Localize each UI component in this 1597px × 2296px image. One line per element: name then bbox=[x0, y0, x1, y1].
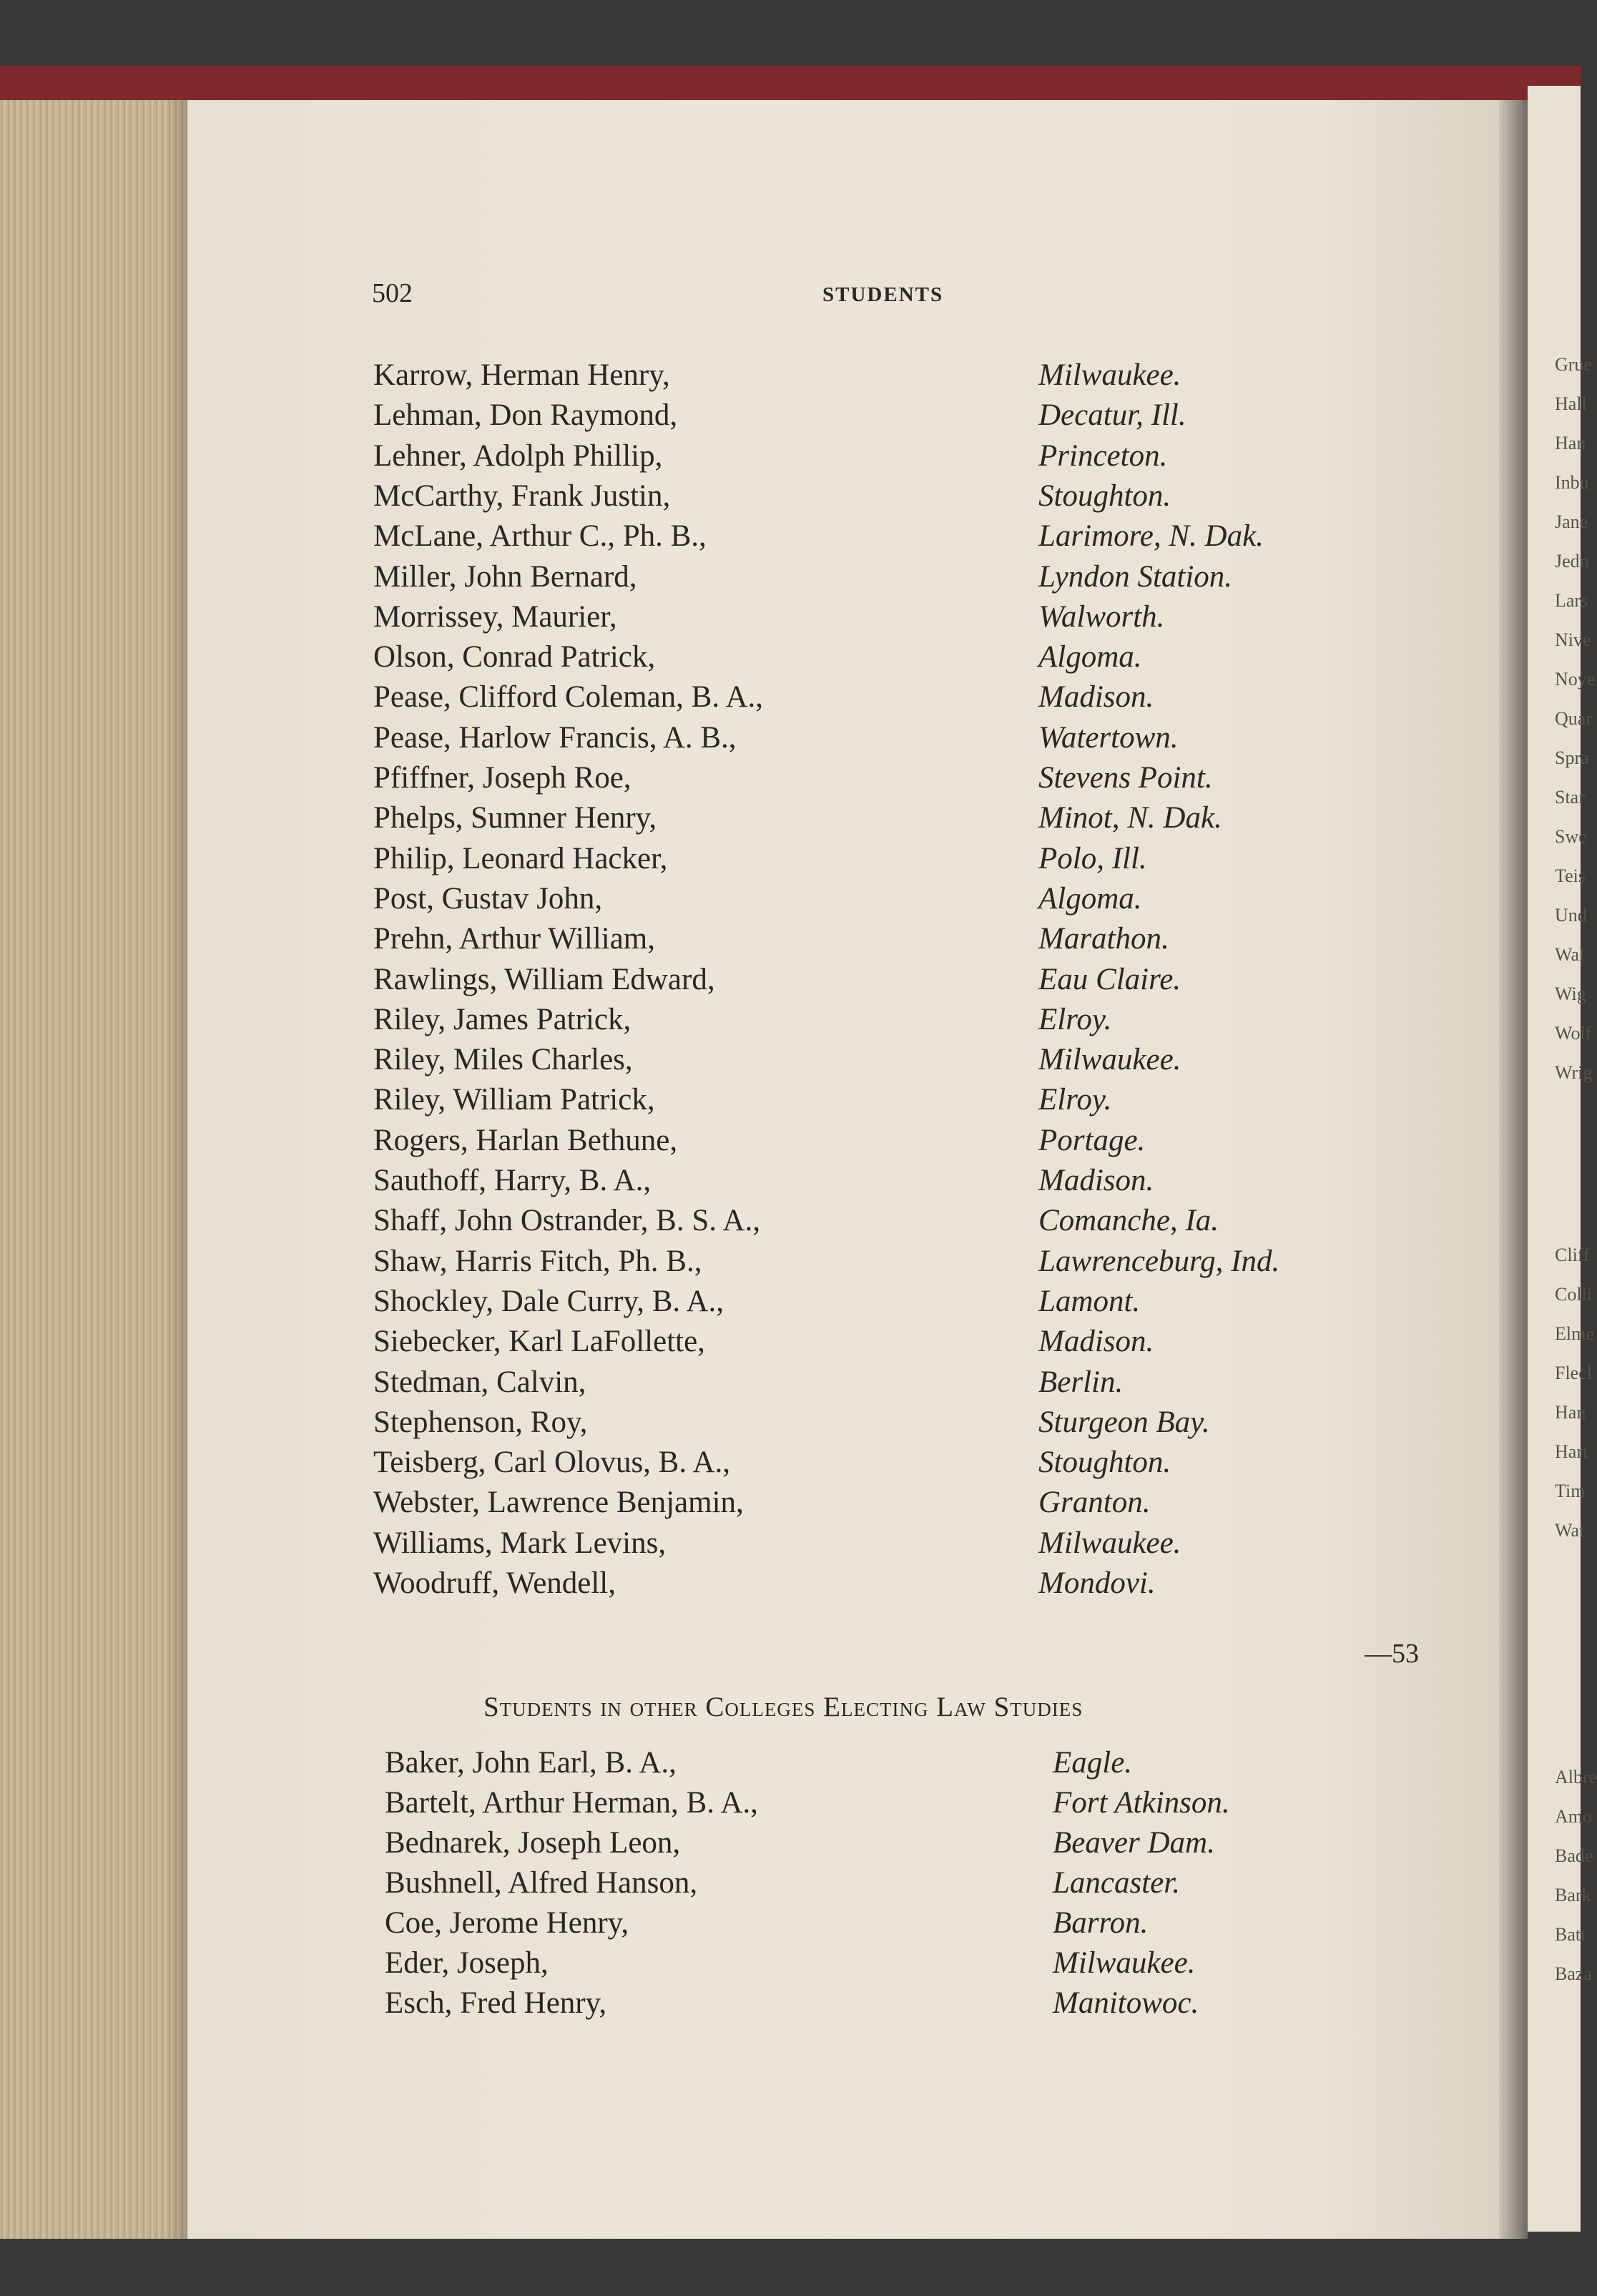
facing-page-fragment: Wat bbox=[1555, 1520, 1585, 1541]
facing-page-fragment: Inbu bbox=[1555, 472, 1589, 493]
student-hometown: Elroy. bbox=[1038, 1002, 1112, 1036]
facing-page-fragment: Hart bbox=[1555, 1441, 1588, 1462]
facing-page-fragment: Tim bbox=[1555, 1481, 1586, 1501]
student-name: McLane, Arthur C., Ph. B., bbox=[373, 519, 707, 554]
student-hometown: Decatur, Ill. bbox=[1038, 398, 1186, 433]
student-hometown: Marathon. bbox=[1038, 922, 1169, 956]
student-name: Shaff, John Ostrander, B. S. A., bbox=[373, 1204, 760, 1238]
student-name: Williams, Mark Levins, bbox=[373, 1526, 667, 1560]
student-name: Siebecker, Karl LaFollette, bbox=[373, 1325, 705, 1359]
student-hometown: Algoma. bbox=[1038, 881, 1142, 916]
facing-page-fragment: Wolf bbox=[1555, 1023, 1592, 1044]
student-name: Shockley, Dale Curry, B. A., bbox=[373, 1284, 724, 1318]
student-name: McCarthy, Frank Justin, bbox=[373, 479, 671, 513]
student-hometown: Minot, N. Dak. bbox=[1038, 801, 1222, 835]
student-hometown: Princeton. bbox=[1038, 438, 1168, 473]
student-name: Coe, Jerome Henry, bbox=[385, 1906, 629, 1940]
student-name: Esch, Fred Henry, bbox=[385, 1986, 607, 2020]
student-hometown: Fort Atkinson. bbox=[1053, 1786, 1230, 1820]
student-hometown: Polo, Ill. bbox=[1038, 841, 1147, 875]
section-title: Students in other Colleges Electing Law Studies bbox=[483, 1692, 1083, 1722]
student-name: Bushnell, Alfred Hanson, bbox=[385, 1866, 698, 1900]
student-name: Teisberg, Carl Olovus, B. A., bbox=[373, 1446, 731, 1480]
facing-page-fragment: Bark bbox=[1555, 1885, 1591, 1905]
facing-page-fragment: Batt bbox=[1555, 1924, 1586, 1945]
student-hometown: Lawrenceburg, Ind. bbox=[1038, 1244, 1280, 1278]
facing-page-fragment: Noye bbox=[1555, 669, 1596, 690]
student-hometown: Watertown. bbox=[1038, 720, 1179, 755]
student-hometown: Madison. bbox=[1038, 680, 1154, 715]
student-name: Philip, Leonard Hacker, bbox=[373, 841, 668, 875]
student-name: Miller, John Bernard, bbox=[373, 559, 637, 594]
page-number: 502 bbox=[372, 278, 413, 308]
facing-page-fragment: Wig bbox=[1555, 983, 1586, 1004]
student-name: Eder, Joseph, bbox=[385, 1946, 549, 1980]
list-total: —53 bbox=[1365, 1639, 1419, 1669]
student-hometown: Berlin. bbox=[1038, 1365, 1124, 1399]
student-hometown: Milwaukee. bbox=[1038, 1043, 1181, 1077]
student-hometown: Stoughton. bbox=[1038, 479, 1171, 513]
facing-page-fragment: Spra bbox=[1555, 747, 1589, 768]
facing-page-fragment: Quar bbox=[1555, 708, 1592, 729]
student-name: Prehn, Arthur William, bbox=[373, 922, 655, 956]
student-name: Sauthoff, Harry, B. A., bbox=[373, 1164, 652, 1197]
student-hometown: Sturgeon Bay. bbox=[1038, 1405, 1210, 1439]
facing-page-fragment: Hall bbox=[1555, 393, 1587, 414]
student-name: Woodruff, Wendell, bbox=[373, 1566, 616, 1600]
student-name: Riley, James Patrick, bbox=[373, 1002, 632, 1036]
student-name: Webster, Lawrence Benjamin, bbox=[373, 1486, 744, 1520]
facing-page-fragment: Wal bbox=[1555, 944, 1585, 965]
student-name: Riley, Miles Charles, bbox=[373, 1043, 633, 1077]
facing-page-fragment: Han bbox=[1555, 433, 1586, 453]
student-hometown: Manitowoc. bbox=[1053, 1986, 1199, 2020]
student-hometown: Stoughton. bbox=[1038, 1446, 1171, 1480]
student-name: Lehner, Adolph Phillip, bbox=[373, 438, 663, 473]
student-hometown: Algoma. bbox=[1038, 640, 1142, 674]
student-hometown: Lancaster. bbox=[1053, 1866, 1180, 1900]
student-name: Lehman, Don Raymond, bbox=[373, 398, 678, 433]
facing-page-fragment: Swe bbox=[1555, 826, 1587, 847]
facing-page-fragment: Amo bbox=[1555, 1806, 1592, 1827]
student-hometown: Comanche, Ia. bbox=[1038, 1204, 1219, 1238]
student-name: Pease, Harlow Francis, A. B., bbox=[373, 720, 737, 755]
student-hometown: Walworth. bbox=[1038, 599, 1165, 634]
facing-page-fragment: Nive bbox=[1555, 629, 1591, 650]
student-hometown: Granton. bbox=[1038, 1486, 1151, 1520]
student-name: Stedman, Calvin, bbox=[373, 1365, 586, 1399]
facing-page-fragment: Grue bbox=[1555, 354, 1592, 375]
facing-page-fragment: Jedn bbox=[1555, 551, 1589, 571]
facing-page-fragment: Cliff bbox=[1555, 1245, 1590, 1265]
student-name: Rogers, Harlan Bethune, bbox=[373, 1123, 678, 1157]
student-name: Rawlings, William Edward, bbox=[373, 962, 715, 996]
student-name: Shaw, Harris Fitch, Ph. B., bbox=[373, 1244, 702, 1278]
student-hometown: Milwaukee. bbox=[1038, 1526, 1181, 1560]
student-hometown: Milwaukee. bbox=[1053, 1946, 1196, 1980]
student-hometown: Larimore, N. Dak. bbox=[1038, 519, 1264, 554]
student-name: Karrow, Herman Henry, bbox=[373, 358, 670, 392]
facing-page-fragment: Star bbox=[1555, 787, 1585, 808]
facing-page-fragment: Han bbox=[1555, 1402, 1586, 1423]
student-hometown: Madison. bbox=[1038, 1164, 1154, 1197]
student-hometown: Beaver Dam. bbox=[1053, 1826, 1215, 1860]
book-cover-edge-top bbox=[0, 66, 1581, 103]
student-name: Bartelt, Arthur Herman, B. A., bbox=[385, 1786, 758, 1820]
student-name: Pfiffner, Joseph Roe, bbox=[373, 761, 632, 795]
facing-page-fragment: Und bbox=[1555, 905, 1587, 926]
student-hometown: Milwaukee. bbox=[1038, 358, 1181, 392]
facing-page-fragment: Flecl bbox=[1555, 1363, 1592, 1383]
facing-page-fragment: Teis bbox=[1555, 865, 1586, 886]
facing-page-fragment: Baza bbox=[1555, 1963, 1592, 1984]
student-hometown: Mondovi. bbox=[1038, 1566, 1156, 1600]
student-name: Riley, William Patrick, bbox=[373, 1083, 655, 1117]
student-hometown: Eau Claire. bbox=[1038, 962, 1181, 996]
facing-page-fragment: Lars bbox=[1555, 590, 1588, 611]
facing-page-fragment: Wrig bbox=[1555, 1062, 1593, 1083]
student-hometown: Stevens Point. bbox=[1038, 761, 1213, 795]
facing-page-margin bbox=[1528, 86, 1597, 2232]
student-hometown: Lyndon Station. bbox=[1038, 559, 1233, 594]
facing-page-fragment: Jane bbox=[1555, 511, 1588, 532]
running-head: STUDENTS bbox=[822, 283, 944, 306]
facing-page-fragment: Elme bbox=[1555, 1323, 1594, 1344]
student-name: Bednarek, Joseph Leon, bbox=[385, 1826, 681, 1860]
student-name: Phelps, Sumner Henry, bbox=[373, 801, 657, 835]
facing-page-fragment: Albre bbox=[1555, 1767, 1597, 1787]
facing-page-fragment: Colli bbox=[1555, 1284, 1593, 1305]
student-name: Stephenson, Roy, bbox=[373, 1405, 588, 1439]
student-hometown: Lamont. bbox=[1038, 1284, 1141, 1318]
student-name: Morrissey, Maurier, bbox=[373, 599, 617, 634]
student-hometown: Madison. bbox=[1038, 1325, 1154, 1359]
book-gutter bbox=[1499, 100, 1528, 2239]
student-hometown: Barron. bbox=[1053, 1906, 1149, 1940]
student-hometown: Eagle. bbox=[1053, 1746, 1133, 1780]
student-hometown: Elroy. bbox=[1038, 1083, 1112, 1117]
background-bottom bbox=[0, 2239, 1581, 2296]
student-name: Post, Gustav John, bbox=[373, 881, 603, 916]
student-name: Baker, John Earl, B. A., bbox=[385, 1746, 677, 1780]
facing-page-fragment: Bade bbox=[1555, 1845, 1593, 1866]
student-name: Olson, Conrad Patrick, bbox=[373, 640, 656, 674]
student-hometown: Portage. bbox=[1038, 1123, 1146, 1157]
page-edges bbox=[0, 100, 187, 2239]
student-name: Pease, Clifford Coleman, B. A., bbox=[373, 680, 764, 715]
